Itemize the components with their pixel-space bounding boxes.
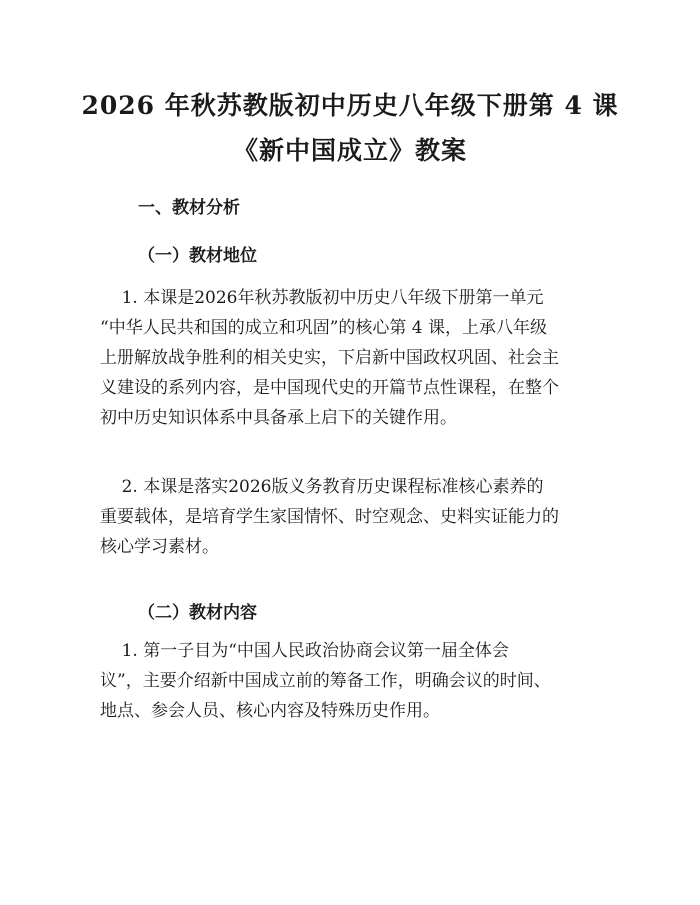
paragraph-line: 初中历史知识体系中具备承上启下的关键作用。 [100,408,457,428]
paragraph-status-2 [100,472,600,562]
paragraph-line: 议”，主要介绍新中国成立前的筹备工作，明确会议的时间、 [100,671,551,691]
subsection-heading-textbook-status: （一）教材地位 [138,246,257,266]
section-heading-textbook-analysis: 一、教材分析 [138,198,240,218]
paragraph-line: 1. 第一子目为“中国人民政治协商会议第一届全体会 [100,641,509,661]
paragraph-line: 上册解放战争胜利的相关史实，下启新中国政权巩固、社会主 [100,348,559,368]
paragraph-line: 2. 本课是落实2026版义务教育历史课程标准核心素养的 [100,477,544,497]
paragraph-status-1 [100,283,600,433]
paragraph-line: 核心学习素材。 [100,537,219,557]
paragraph-line: 重要载体，是培育学生家国情怀、时空观念、史料实证能力的 [100,507,559,527]
paragraph-line: 1. 本课是2026年秋苏教版初中历史八年级下册第一单元 [100,288,544,308]
paragraph-line: “中华人民共和国的成立和巩固”的核心第 4 课，上承八年级 [100,318,548,338]
paragraph-line: 义建设的系列内容，是中国现代史的开篇节点性课程，在整个 [100,378,559,398]
document-title-line-1: 2026 年秋苏教版初中历史八年级下册第 4 课 [81,91,619,120]
paragraph-line: 地点、参会人员、核心内容及特殊历史作用。 [100,701,440,721]
paragraph-content-1 [100,636,600,726]
document-title-line-2: 《新中国成立》教案 [232,136,467,165]
subsection-heading-textbook-content: （二）教材内容 [138,603,257,623]
